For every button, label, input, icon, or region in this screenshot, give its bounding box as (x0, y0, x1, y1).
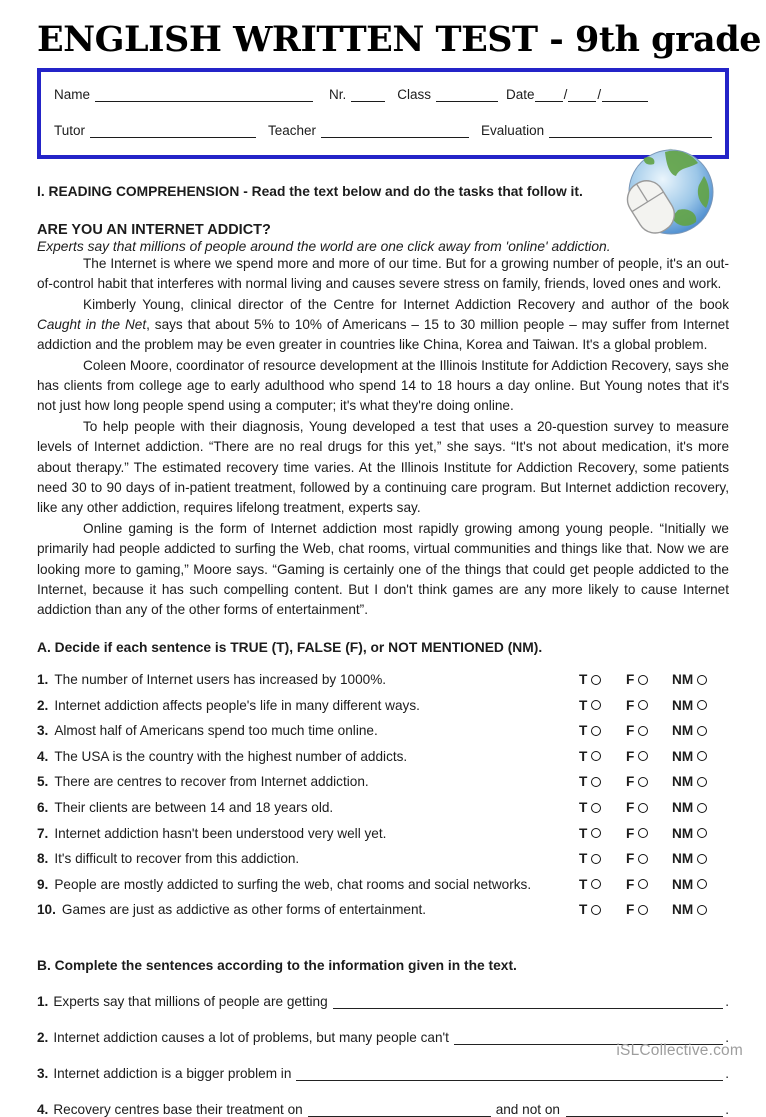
radio-nm-icon[interactable] (697, 905, 707, 915)
statement-text: Games are just as addictive as other forms of entertainment. (61, 902, 427, 918)
info-row-2 (54, 123, 712, 138)
book-title: Caught in the Net (37, 316, 147, 332)
statement-text: Their clients are between 14 and 18 years old. (54, 800, 334, 816)
option-nm[interactable] (672, 877, 729, 892)
option-nm-label: NM (672, 800, 694, 816)
answer-line-2[interactable] (566, 1103, 723, 1117)
option-false[interactable] (626, 851, 672, 866)
nr-input-line[interactable] (351, 88, 385, 102)
paragraph-2-post: , says that about 5% to 10% of Americans – 15 to 30 million people – may suffer from Internet addiction and the problem may be even greater in countries like China, Korea and Taiwan. It's a global problem. (37, 316, 729, 353)
date-year-line[interactable] (602, 88, 648, 102)
item-number: 2. (37, 1029, 49, 1045)
option-nm[interactable] (672, 902, 729, 917)
date-slash-2: / (597, 86, 602, 102)
option-true[interactable] (579, 749, 626, 764)
task-b-row-3 (37, 1064, 729, 1081)
radio-nm-icon[interactable] (697, 777, 707, 787)
statement-text: Internet addiction hasn't been understood very well yet. (54, 825, 387, 841)
task-a-row-7 (37, 820, 729, 846)
option-true-label: T (579, 876, 588, 892)
sentence-stem: Internet addiction causes a lot of problems, but many people can't (53, 1029, 449, 1045)
option-nm[interactable] (672, 800, 729, 815)
task-a-row-9 (37, 872, 729, 898)
sentence-stem: Recovery centres base their treatment on (53, 1101, 303, 1117)
answer-options (579, 723, 729, 738)
option-nm[interactable] (672, 826, 729, 841)
nr-label: Nr. (329, 86, 347, 102)
option-false-label: F (626, 697, 635, 713)
option-true-label: T (579, 825, 588, 841)
task-a-row-2 (37, 692, 729, 718)
radio-false-icon[interactable] (638, 777, 648, 787)
task-a-row-8 (37, 846, 729, 872)
date-day-line[interactable] (535, 88, 563, 102)
option-false[interactable] (626, 774, 672, 789)
name-input-line[interactable] (95, 88, 313, 102)
radio-false-icon[interactable] (638, 828, 648, 838)
option-false-label: F (626, 902, 635, 918)
answer-line[interactable] (296, 1067, 723, 1081)
radio-nm-icon[interactable] (697, 854, 707, 864)
radio-false-icon[interactable] (638, 803, 648, 813)
item-number: 3. (37, 1065, 49, 1081)
option-false[interactable] (626, 749, 672, 764)
statement-text: Internet addiction affects people's life in many different ways. (54, 697, 420, 713)
option-false-label: F (626, 723, 635, 739)
answer-options (579, 698, 729, 713)
task-b-row-1 (37, 992, 729, 1009)
answer-options (579, 800, 729, 815)
task-a-row-3 (37, 718, 729, 744)
option-true[interactable] (579, 877, 626, 892)
evaluation-input-line[interactable] (549, 124, 712, 138)
item-number: 2. (37, 697, 49, 713)
option-nm[interactable] (672, 723, 729, 738)
option-true[interactable] (579, 826, 626, 841)
radio-true-icon[interactable] (591, 726, 601, 736)
radio-nm-icon[interactable] (697, 675, 707, 685)
item-number: 4. (37, 748, 49, 764)
sentence-period: . (725, 1101, 729, 1117)
option-nm-label: NM (672, 825, 694, 841)
sentence-stem: Experts say that millions of people are getting (53, 993, 328, 1009)
option-nm[interactable] (672, 672, 729, 687)
answer-options (579, 902, 729, 917)
item-number: 5. (37, 774, 49, 790)
tutor-input-line[interactable] (90, 124, 256, 138)
option-true[interactable] (579, 672, 626, 687)
name-label: Name (54, 86, 91, 102)
option-nm-label: NM (672, 672, 694, 688)
item-number: 10. (37, 902, 56, 918)
option-true[interactable] (579, 800, 626, 815)
islcollective-watermark: iSLCollective.com (616, 1042, 743, 1059)
radio-false-icon[interactable] (638, 905, 648, 915)
statement-text: The number of Internet users has increased by 1000%. (54, 672, 387, 688)
option-nm-label: NM (672, 697, 694, 713)
option-nm-label: NM (672, 774, 694, 790)
option-true[interactable] (579, 774, 626, 789)
answer-options (579, 877, 729, 892)
teacher-input-line[interactable] (321, 124, 469, 138)
statement-text: Almost half of Americans spend too much time online. (54, 723, 378, 739)
option-false-label: F (626, 774, 635, 790)
task-a-row-10 (37, 897, 729, 923)
item-number: 8. (37, 851, 49, 867)
option-true-label: T (579, 774, 588, 790)
reading-section-heading: I. READING COMPREHENSION - Read the text below and do the tasks that follow it. (37, 183, 583, 199)
option-nm-label: NM (672, 748, 694, 764)
page-title: ENGLISH WRITTEN TEST - 9th grade (37, 19, 761, 60)
answer-line[interactable] (333, 995, 724, 1009)
answer-line-1[interactable] (308, 1103, 491, 1117)
radio-true-icon[interactable] (591, 675, 601, 685)
option-true-label: T (579, 748, 588, 764)
option-false-label: F (626, 876, 635, 892)
radio-false-icon[interactable] (638, 854, 648, 864)
answer-options (579, 851, 729, 866)
task-b-heading: B. Complete the sentences according to the information given in the text. (37, 957, 517, 973)
option-nm[interactable] (672, 774, 729, 789)
option-true-label: T (579, 672, 588, 688)
sentence-period: . (725, 993, 729, 1009)
option-true-label: T (579, 723, 588, 739)
option-nm-label: NM (672, 902, 694, 918)
statement-text: It's difficult to recover from this addiction. (54, 851, 300, 867)
item-number: 7. (37, 825, 49, 841)
item-number: 4. (37, 1101, 49, 1117)
option-true-label: T (579, 800, 588, 816)
option-false[interactable] (626, 800, 672, 815)
option-false[interactable] (626, 723, 672, 738)
option-nm[interactable] (672, 749, 729, 764)
date-label: Date (506, 86, 535, 102)
radio-true-icon[interactable] (591, 803, 601, 813)
paragraph-3: Coleen Moore, coordinator of resource development at the Illinois Institute for Addiction Recovery, says she has clients from college age to early adulthood who spend 14 to 18 hours a day online. But Young notes that it's not just how long people spend using a computer; it's what they're doing online. (37, 357, 729, 414)
task-a-row-5 (37, 769, 729, 795)
paragraph-4: To help people with their diagnosis, Young developed a test that uses a 20-question survey to measure levels of Internet addiction. “There are no real drugs for this yet,” she says. “It's not about medication, it's more about therapy.” The estimated recovery time varies. At the Illinois Institute for Addiction Recovery, some patients need 30 to 90 days of in-patient treatment, followed by a continuing care program. But Internet addiction recovery, like any other addiction, requires lifelong treatment, experts say. (37, 418, 729, 516)
option-true[interactable] (579, 902, 626, 917)
statement-text: There are centres to recover from Internet addiction. (54, 774, 369, 790)
radio-false-icon[interactable] (638, 751, 648, 761)
radio-false-icon[interactable] (638, 726, 648, 736)
radio-true-icon[interactable] (591, 751, 601, 761)
option-false[interactable] (626, 902, 672, 917)
item-number: 9. (37, 876, 49, 892)
date-month-line[interactable] (568, 88, 596, 102)
sentence-stem: Internet addiction is a bigger problem in (53, 1065, 292, 1081)
option-false[interactable] (626, 826, 672, 841)
radio-nm-icon[interactable] (697, 726, 707, 736)
option-false[interactable] (626, 698, 672, 713)
tutor-label: Tutor (54, 122, 86, 138)
task-a-heading: A. Decide if each sentence is TRUE (T), FALSE (F), or NOT MENTIONED (NM). (37, 639, 543, 655)
paragraph-5: Online gaming is the form of Internet addiction most rapidly growing among young people. “Initially we primarily had people addicted to surfing the Web, chat rooms, virtual communities and things like that. Now we are looking more to gaming,” Moore says. “Gaming is certainly one of the things that could get people addicted to the Internet, because it has such compelling content. But I don't think games are any more likely to cause Internet addiction than any of the other forms of entertainment”. (37, 520, 729, 618)
radio-true-icon[interactable] (591, 879, 601, 889)
class-input-line[interactable] (436, 88, 498, 102)
option-nm[interactable] (672, 698, 729, 713)
answer-options (579, 749, 729, 764)
evaluation-label: Evaluation (481, 122, 545, 138)
option-nm-label: NM (672, 723, 694, 739)
option-nm[interactable] (672, 851, 729, 866)
option-true[interactable] (579, 851, 626, 866)
radio-nm-icon[interactable] (697, 879, 707, 889)
paragraph-2 (37, 295, 729, 356)
option-false-label: F (626, 800, 635, 816)
teacher-label: Teacher (268, 122, 317, 138)
radio-true-icon[interactable] (591, 854, 601, 864)
radio-false-icon[interactable] (638, 700, 648, 710)
radio-false-icon[interactable] (638, 675, 648, 685)
task-a-row-1 (37, 667, 729, 693)
item-number: 1. (37, 672, 49, 688)
radio-false-icon[interactable] (638, 879, 648, 889)
radio-nm-icon[interactable] (697, 700, 707, 710)
reading-text-title: ARE YOU AN INTERNET ADDICT? (37, 221, 271, 238)
sentence-period: . (725, 1029, 729, 1045)
statement-text: People are mostly addicted to surfing the web, chat rooms and social networks. (54, 876, 532, 892)
option-false-label: F (626, 825, 635, 841)
option-true[interactable] (579, 698, 626, 713)
option-false-label: F (626, 748, 635, 764)
option-true-label: T (579, 902, 588, 918)
option-false[interactable] (626, 672, 672, 687)
paragraph-2-pre: Kimberly Young, clinical director of the Centre for Internet Addiction Recovery and author of the book (83, 296, 729, 312)
sentence-period: . (725, 1065, 729, 1081)
option-nm-label: NM (672, 876, 694, 892)
class-label: Class (397, 86, 432, 102)
radio-true-icon[interactable] (591, 777, 601, 787)
item-number: 1. (37, 993, 49, 1009)
statement-text: The USA is the country with the highest number of addicts. (54, 748, 408, 764)
radio-nm-icon[interactable] (697, 751, 707, 761)
sentence-connector: and not on (495, 1101, 560, 1117)
answer-options (579, 774, 729, 789)
task-a-row-6 (37, 795, 729, 821)
info-row-1 (54, 87, 712, 102)
globe-mouse-icon (618, 146, 716, 240)
date-slash-1: / (563, 86, 568, 102)
option-false-label: F (626, 672, 635, 688)
option-true[interactable] (579, 723, 626, 738)
radio-nm-icon[interactable] (697, 803, 707, 813)
task-b-row-4 (37, 1100, 729, 1117)
task-a-row-4 (37, 744, 729, 770)
answer-options (579, 672, 729, 687)
option-false[interactable] (626, 877, 672, 892)
radio-true-icon[interactable] (591, 905, 601, 915)
option-nm-label: NM (672, 851, 694, 867)
item-number: 6. (37, 800, 49, 816)
radio-true-icon[interactable] (591, 700, 601, 710)
reading-subtitle: Experts say that millions of people around the world are one click away from 'online' addiction. (37, 238, 611, 254)
radio-nm-icon[interactable] (697, 828, 707, 838)
option-true-label: T (579, 697, 588, 713)
paragraph-1: The Internet is where we spend more and more of our time. But for a growing number of people, it's an out-of-control habit that interferes with normal living and causes severe stress on family, friends, loved ones and work. (37, 255, 729, 292)
item-number: 3. (37, 723, 49, 739)
answer-options (579, 826, 729, 841)
radio-true-icon[interactable] (591, 828, 601, 838)
option-true-label: T (579, 851, 588, 867)
option-false-label: F (626, 851, 635, 867)
